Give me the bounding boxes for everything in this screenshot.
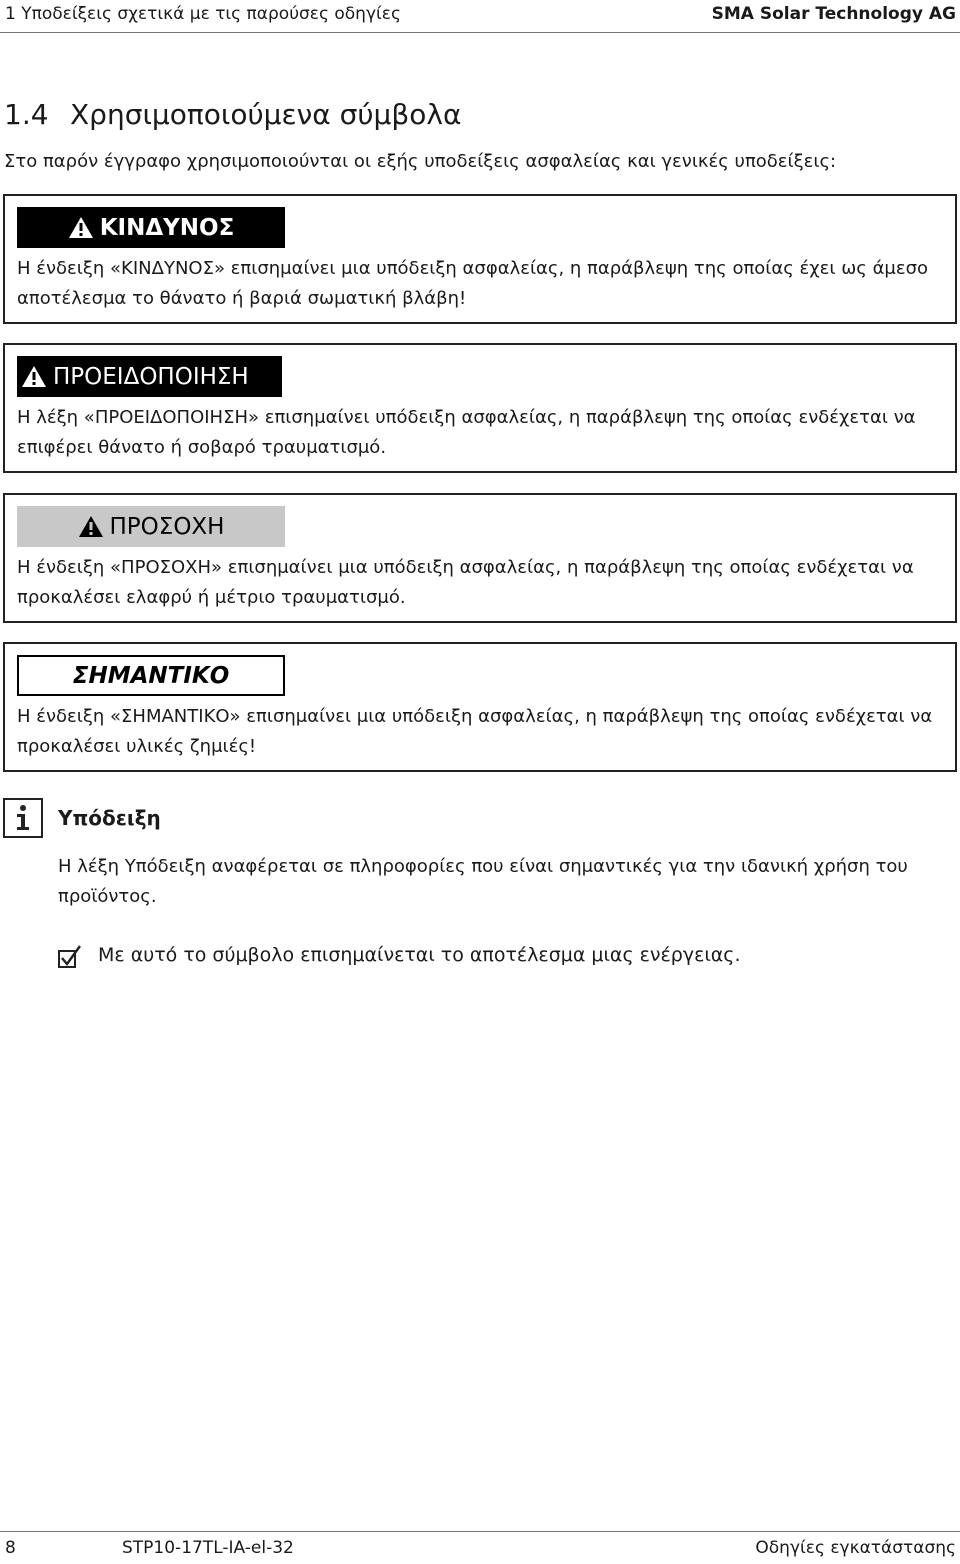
- caution-label: [17, 506, 285, 547]
- footer-doc-code: STP10-17TL-IA-el-32: [122, 1538, 294, 1558]
- info-title: Υπόδειξη: [58, 806, 161, 830]
- important-label-text: ΣΗΜΑΝΤΙΚΟ: [72, 662, 230, 689]
- header-divider: [0, 32, 960, 33]
- danger-text: Η ένδειξη «ΚΙΝΔΥΝΟΣ» επισημαίνει μια υπόδειξη ασφαλείας, η παράβλεψη της οποίας έχει ως άμεσο αποτέλεσμα το θάνατο ή βαριά σωματική βλάβη!: [17, 258, 929, 309]
- caution-text: Η ένδειξη «ΠΡΟΣΟΧΗ» επισημαίνει μια υπόδειξη ασφαλείας, η παράβλεψη της οποίας ενδέχεται να προκαλέσει ελαφρύ ή μέτριο τραυματισμό.: [17, 557, 914, 608]
- important-text: Η ένδειξη «ΣΗΜΑΝΤΙΚΟ» επισημαίνει μια υπόδειξη ασφαλείας, η παράβλεψη της οποίας ενδέχεται να προκαλέσει υλικές ζημιές!: [17, 706, 933, 757]
- important-notice: [3, 642, 957, 772]
- danger-notice: [3, 194, 957, 324]
- section-title: [4, 98, 461, 131]
- danger-label: [17, 207, 285, 248]
- warning-text: Η λέξη «ΠΡΟΕΙΔΟΠΟΙΗΣΗ» επισημαίνει υπόδειξη ασφαλείας, η παράβλεψη της οποίας ενδέχεται να επιφέρει θάνατο ή σοβαρό τραυματισμό.: [17, 407, 916, 458]
- important-label: [17, 655, 285, 696]
- header-company: SMA Solar Technology AG: [711, 4, 956, 24]
- warning-triangle-icon: [68, 216, 94, 239]
- footer-doc-type: Οδηγίες εγκατάστασης: [755, 1538, 956, 1558]
- result-text: Με αυτό το σύμβολο επισημαίνεται το αποτέλεσμα μιας ενέργειας.: [98, 944, 741, 966]
- section-intro: Στο παρόν έγγραφο χρησιμοποιούνται οι εξής υποδείξεις ασφαλείας και γενικές υποδείξεις:: [4, 151, 837, 172]
- warning-triangle-icon: [78, 515, 104, 538]
- warning-notice: [3, 343, 957, 473]
- danger-label-text: ΚΙΝΔΥΝΟΣ: [99, 214, 235, 241]
- header-chapter: 1 Υποδείξεις σχετικά με τις παρούσες οδηγίες: [5, 4, 401, 24]
- warning-label-text: ΠΡΟΕΙΔΟΠΟΙΗΣΗ: [53, 363, 249, 390]
- checkbox-checked-icon: [58, 945, 82, 969]
- section-title-text: Χρησιμοποιούμενα σύμβολα: [70, 98, 462, 131]
- section-number: 1.4: [4, 98, 49, 131]
- warning-triangle-icon: [21, 365, 47, 388]
- info-icon: [3, 798, 43, 838]
- caution-notice: [3, 493, 957, 623]
- info-glyph: [12, 804, 34, 832]
- caution-label-text: ΠΡΟΣΟΧΗ: [109, 513, 225, 540]
- info-text: Η λέξη Υπόδειξη αναφέρεται σε πληροφορίες που είναι σημαντικές για την ιδανική χρήση του προϊόντος.: [58, 856, 908, 907]
- warning-label: [17, 356, 282, 397]
- footer-divider: [0, 1531, 960, 1532]
- footer-page-number: 8: [5, 1538, 16, 1558]
